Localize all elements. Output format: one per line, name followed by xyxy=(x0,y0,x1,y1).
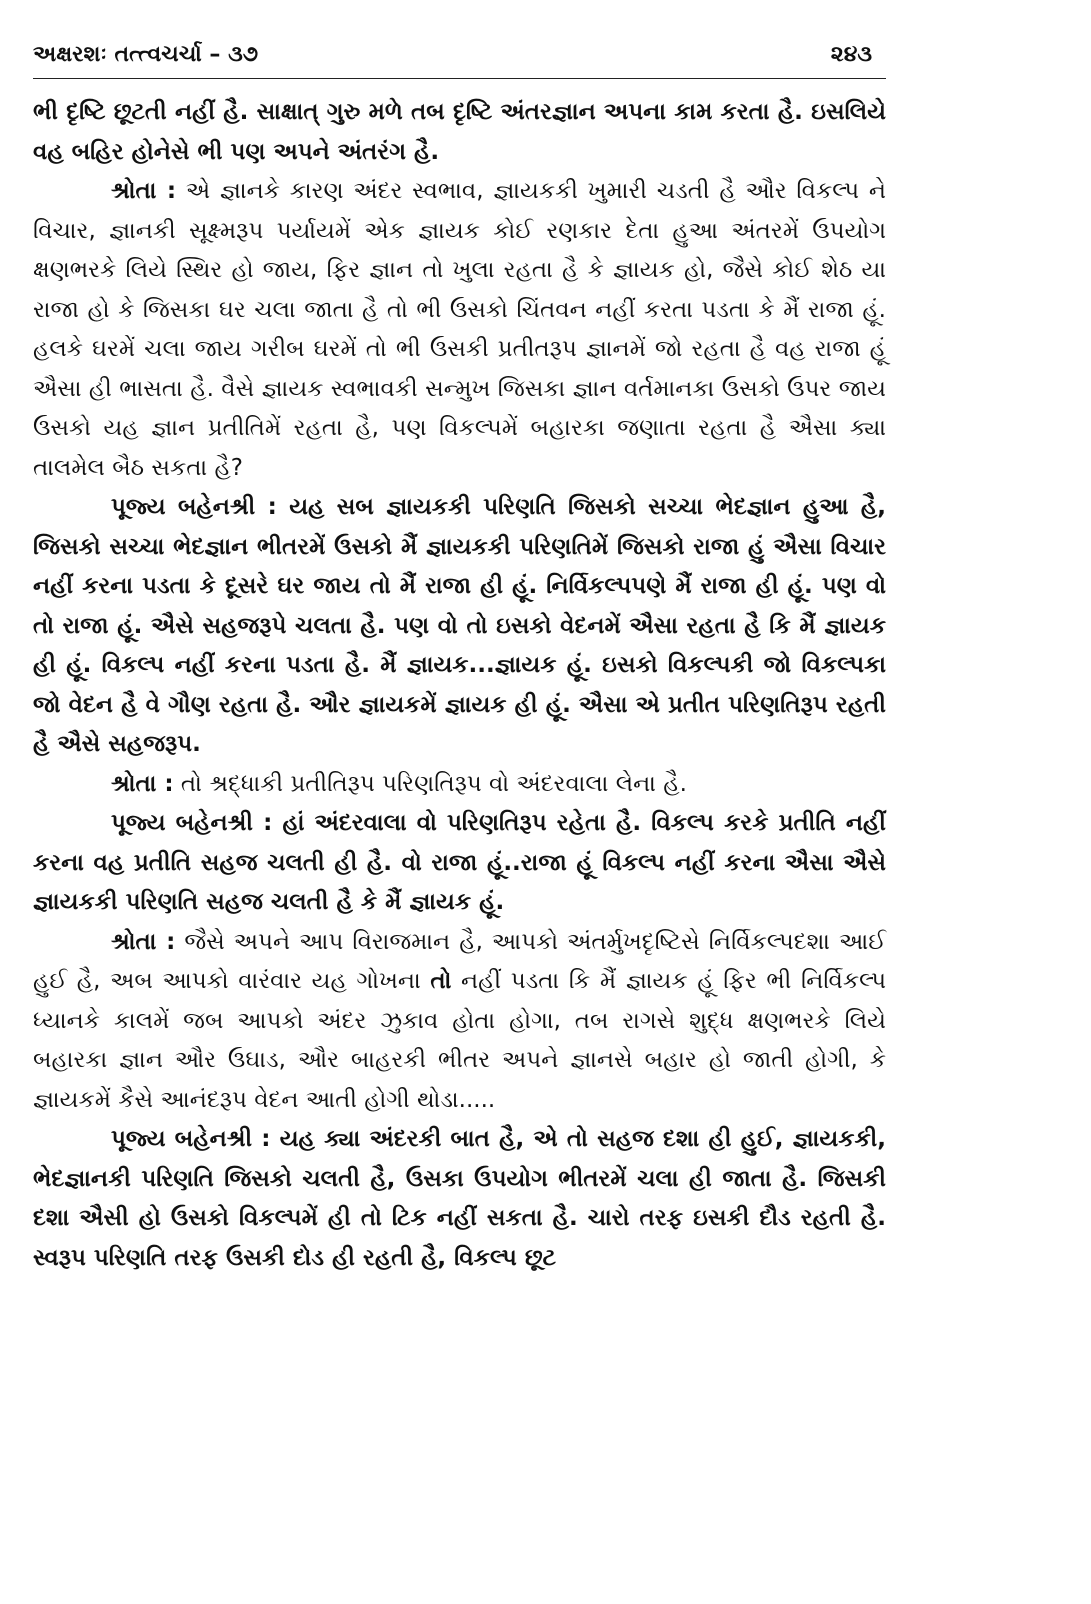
paragraph-listener-question xyxy=(33,172,886,488)
running-title: અક્ષરશઃ તત્ત્વચર્ચા – ૩૭ xyxy=(33,42,259,67)
paragraph-listener-question xyxy=(33,765,886,805)
document-page xyxy=(33,40,886,1278)
speaker-label: પૂજ્ય બહેનશ્રી : xyxy=(111,1126,271,1152)
paragraph-text: એ જ્ઞાનકે કારણ અંદર સ્વભાવ, જ્ઞાયકકી ખુમારી ચડતી હૈ ઔર વિકલ્પ ને વિચાર, જ્ઞાનકી સૂક્ષ્મરૂપ પર્યાયમેં એક જ્ઞાયક કોઈ રણકાર દેતા હુઆ અંતરમેં ઉપયોગ ક્ષણભરકે લિયે સ્થિર હો જાય, ફિર જ્ઞાન તો ખુલા રહતા હૈ કે જ્ઞાયક હો, જૈસે કોઈ શેઠ યા રાજા હો કે જિસકા ઘર ચલા જાતા હૈ તો ભી ઉસકો ચિંતવન નહીં કરતા પડતા કે મૈં રાજા હૂં. હલકે ઘરમેં ચલા જાય ગરીબ ઘરમેં તો ભી ઉસકી પ્રતીતરૂપ જ્ઞાનમેં જો રહતા હૈ વહ રાજા હૂં ઐસા હી ભાસતા હૈ. વૈસે જ્ઞાયક સ્વભાવકી સન્મુખ જિસકા જ્ઞાન વર્તમાનકા ઉસકો ઉપર જાય ઉસકો યહ જ્ઞાન પ્રતીતિમેં રહતા હૈ, પણ વિકલ્પમેં બહારકા જણાતા રહતા હૈ ઐસા ક્યા તાલમેલ બૈઠ સકતા હૈ? xyxy=(33,178,887,481)
paragraph-text: ભી દૃષ્ટિ છૂટતી નહીં હૈ. સાક્ષાત્ ગુરુ મળે તબ દૃષ્ટિ અંતરજ્ઞાન અપના કામ કરતા હૈ. ઇસલિયે વહ બહિર હોનેસે ભી પણ અપને અંતરંગ હૈ. xyxy=(33,99,886,165)
paragraph-answer xyxy=(33,804,886,923)
speaker-label: શ્રોતા : xyxy=(111,770,174,797)
paragraph-listener-question xyxy=(33,923,886,1121)
speaker-label: પૂજ્ય બહેનશ્રી : xyxy=(111,810,273,836)
paragraph-answer xyxy=(33,488,886,765)
speaker-label: શ્રોતા : xyxy=(111,178,177,204)
paragraph-text: તો શ્રદ્ધાકી પ્રતીતિરૂપ પરિણતિરૂપ વો અંદરવાલા લેના હૈ. xyxy=(180,770,687,797)
speaker-label: શ્રોતા : xyxy=(111,928,176,955)
paragraph-text: યહ સબ જ્ઞાયકકી પરિણતિ જિસકો સચ્ચા ભેદજ્ઞાન હુઆ હૈ, જિસકો સચ્ચા ભેદજ્ઞાન ભીતરમેં ઉસકો મૈં જ્ઞાયકકી પરિણતિમેં જિસકો રાજા હું ઐસા વિચાર નહીં કરના પડતા કે દૂસરે ઘર જાય તો મૈં રાજા હી હૂં. નિર્વિકલ્પપણે મૈં રાજા હી હૂં. પણ વો તો રાજા હૂં. ઐસે સહજરૂપે ચલતા હૈ. પણ વો તો ઇસકો વેદનમેં ઐસા રહતા હૈ કિ મૈં જ્ઞાયક હી હૂં. વિકલ્પ નહીં કરના પડતા હૈ. મૈં જ્ઞાયક...જ્ઞાયક હૂં. ઇસકો વિકલ્પકી જો વિકલ્પકા જો વેદન હૈ વે ગૌણ રહતા હૈ. ઔર જ્ઞાયકમેં જ્ઞાયક હી હૂં. ઐસા એ પ્રતીત પરિણતિરૂપ રહતી હૈ ઐસે સહજરૂપ. xyxy=(33,494,886,757)
paragraph-text-after: નહીં પડતા કિ મૈં જ્ઞાયક હૂં ફિર ભી નિર્વિકલ્પ ધ્યાનકે કાલમેં જબ આપકો અંદર ઝુકાવ હોતા હોગા, તબ રાગસે શુદ્ધ ક્ષણભરકે લિયે બહારકા જ્ઞાન ઔર ઉઘાડ, ઔર બાહરકી ભીતર અપને જ્ઞાનસે બહાર હો જાતી હોગી, કે જ્ઞાયકમેં કૈસે આનંદરૂપ વેદન આતી હોગી થોડા..... xyxy=(33,968,887,1113)
page-number: ૨૪૩ xyxy=(830,42,872,67)
paragraph-text: યહ ક્યા અંદરકી બાત હૈ, એ તો સહજ દશા હી હુઈ, જ્ઞાયકકી, ભેદજ્ઞાનકી પરિણતિ જિસકો ચલતી હૈ, ઉસકા ઉપયોગ ભીતરમેં ચલા હી જાતા હૈ. જિસકી દશા ઐસી હો ઉસકો વિકલ્પમેં હી તો ટિક નહીં સકતા હૈ. ચારો તરફ ઇસકી દૌડ રહતી હૈ. સ્વરૂપ પરિણતિ તરફ ઉસકી દોડ હી રહતી હૈ, વિકલ્પ છૂટ xyxy=(33,1126,886,1271)
paragraph-answer xyxy=(33,1120,886,1278)
paragraph-continuation xyxy=(33,93,886,172)
paragraph-text-bold: તો xyxy=(430,968,452,994)
speaker-label: પૂજ્ય બહેનશ્રી : xyxy=(111,494,277,520)
page-header xyxy=(33,40,886,79)
paragraph-text-before: જૈસે અપને આપ વિરાજમાન હૈ, આપકો અંતર્મુખદૃષ્ટિસે નિર્વિકલ્પદશા આઈ હુઈ હૈ, અબ આપકો વારંવાર યહ ગોખના xyxy=(33,928,886,994)
paragraph-text: હાં અંદરવાલા વો પરિણતિરૂપ રહેતા હૈ. વિકલ્પ કરકે પ્રતીતિ નહીં કરના વહ પ્રતીતિ સહજ ચલતી હી હૈ. વો રાજા હૂં..રાજા હૂં વિકલ્પ નહીં કરના ઐસા ઐસે જ્ઞાયકકી પરિણતિ સહજ ચલતી હૈ કે મૈં જ્ઞાયક હૂં. xyxy=(33,810,886,915)
